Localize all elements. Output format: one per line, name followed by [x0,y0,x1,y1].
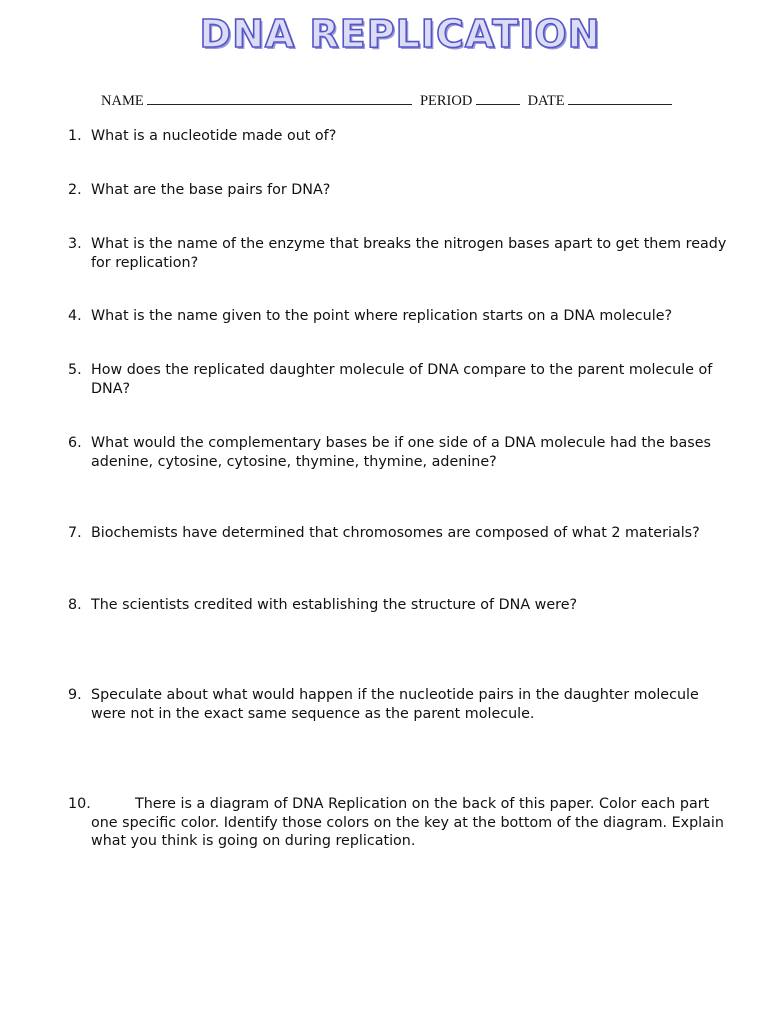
question-number: 5. [68,362,82,378]
question-3 [68,235,728,272]
question-2 [68,181,728,200]
question-text: What is a nucleotide made out of? [91,128,337,144]
question-number: 6. [68,435,82,451]
question-10 [68,795,728,851]
date-label: DATE [527,93,565,109]
question-text: What is the name of the enzyme that breaks the nitrogen bases apart to get them ready for replication? [91,236,727,271]
period-blank[interactable] [476,91,520,105]
question-text: How does the replicated daughter molecule of DNA compare to the parent molecule of DNA? [91,362,713,397]
question-number: 8. [68,597,82,613]
question-number: 1. [68,128,82,144]
question-number: 2. [68,182,82,198]
question-9 [68,686,728,723]
question-number: 10. [68,796,91,812]
question-text: There is a diagram of DNA Replication on the back of this paper. Color each part one specific color. Identify those colors on the key at the bottom of the diagram. Explain what you think is going on during replication. [91,796,724,849]
date-blank[interactable] [568,91,672,105]
question-number: 3. [68,236,82,252]
period-label: PERIOD [419,93,473,109]
question-number: 9. [68,687,82,703]
question-number: 4. [68,308,82,324]
question-number: 7. [68,525,82,541]
question-7 [68,524,728,543]
question-text: Biochemists have determined that chromosomes are composed of what 2 materials? [91,525,700,541]
question-8 [68,596,728,615]
question-text: What would the complementary bases be if one side of a DNA molecule had the bases adenine, cytosine, cytosine, thymine, thymine, adenine? [91,435,711,470]
question-text: Speculate about what would happen if the nucleotide pairs in the daughter molecule were not in the exact same sequence as the parent molecule. [91,687,699,722]
question-text: The scientists credited with establishing the structure of DNA were? [91,597,578,613]
question-1 [68,127,728,146]
student-info-line [101,91,676,110]
name-blank[interactable] [147,91,412,105]
question-text: What are the base pairs for DNA? [91,182,331,198]
question-5 [68,361,728,398]
question-4 [68,307,728,326]
question-text: What is the name given to the point where replication starts on a DNA molecule? [91,308,673,324]
question-6 [68,434,728,471]
page-title: DNA REPLICATION [199,12,601,56]
name-label: NAME [101,93,144,109]
